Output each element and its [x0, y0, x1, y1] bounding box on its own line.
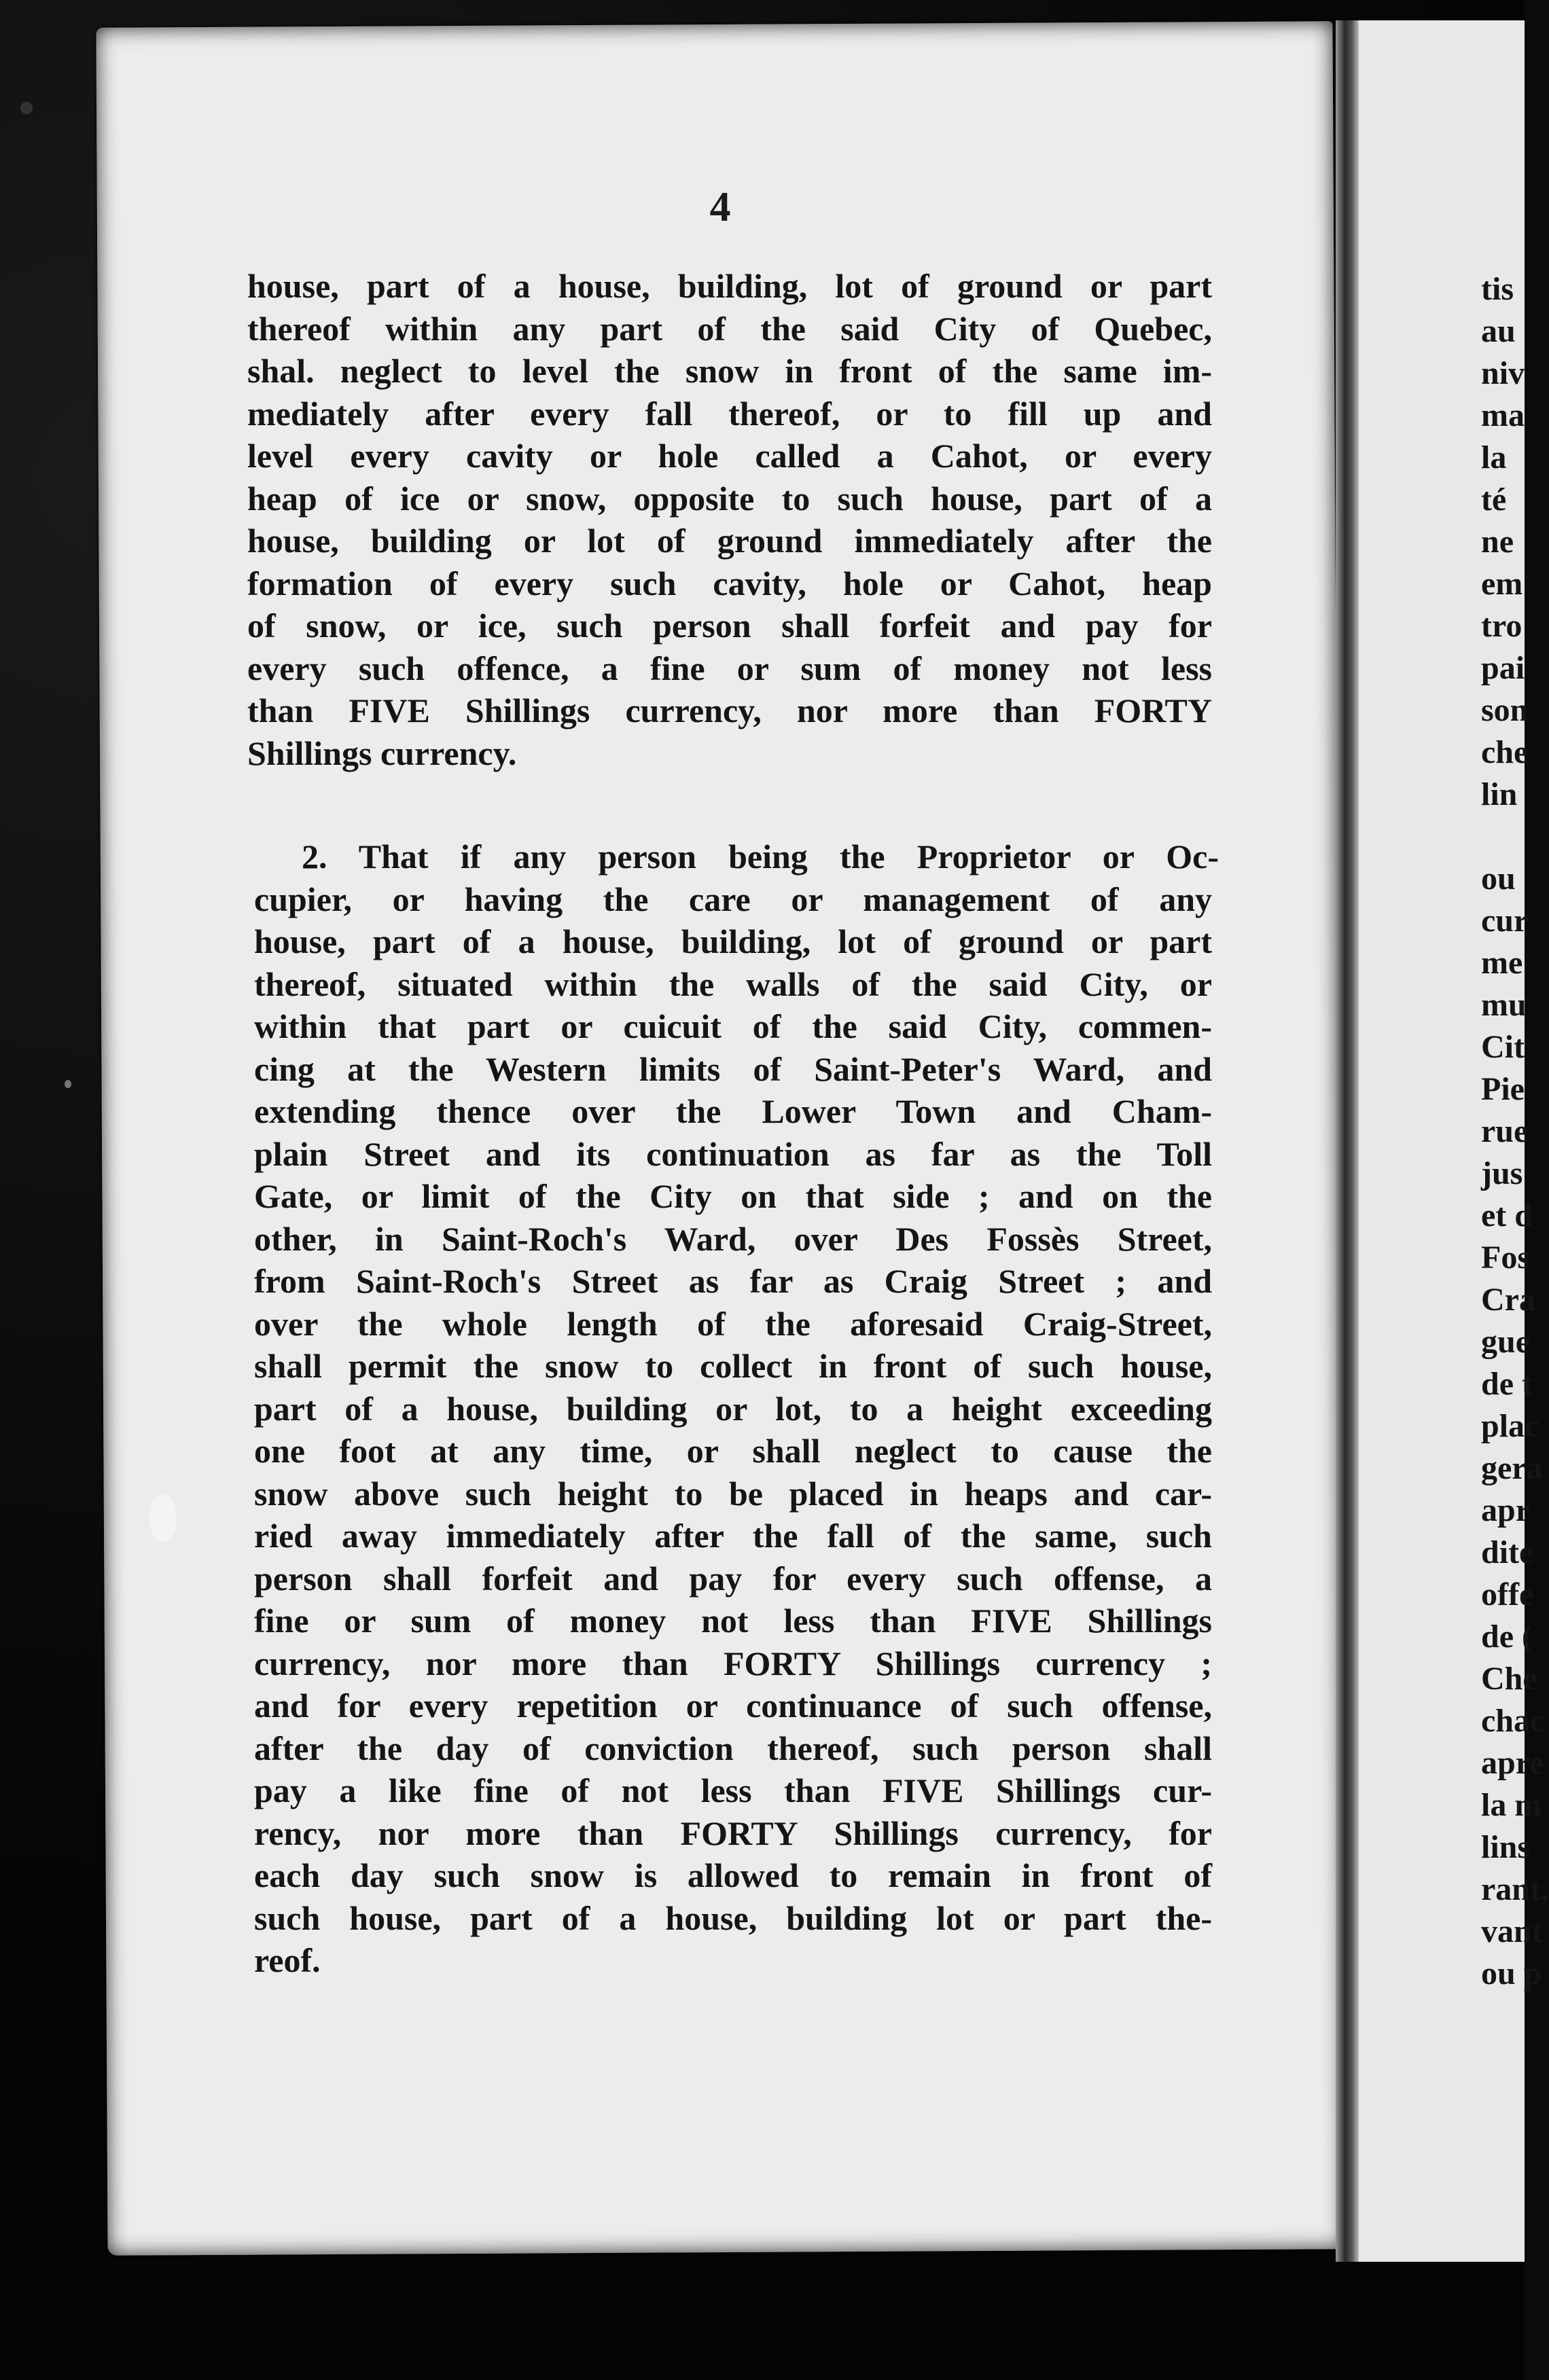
- facing-page-fragment: Cra: [1481, 1282, 1535, 1318]
- facing-page-fragment: Pie: [1481, 1071, 1525, 1107]
- facing-page-fragment: jus: [1481, 1155, 1523, 1191]
- facing-page-fragment: offe: [1481, 1576, 1534, 1612]
- facing-page-fragment: chac: [1481, 1703, 1545, 1739]
- page-number: 4: [709, 184, 731, 230]
- text-line: house, part of a house, building, lot of ground or part: [254, 922, 1212, 960]
- facing-page-fragment: rue: [1481, 1113, 1529, 1149]
- text-line: than FIVE Shillings currency, nor more than FORTY: [247, 691, 1212, 729]
- scan-speck: [65, 1080, 71, 1088]
- facing-page-fragment: ma: [1481, 397, 1525, 433]
- scan-speck: [149, 1494, 177, 1542]
- facing-page-fragment: apr: [1481, 1492, 1530, 1528]
- paragraph-2: [247, 835, 1219, 1982]
- text-line: ried away immediately after the fall of the same, such: [254, 1517, 1212, 1555]
- text-line: heap of ice or snow, opposite to such house, part of a: [247, 479, 1212, 518]
- facing-page-fragment: cur: [1481, 903, 1529, 939]
- facing-page-fragment: de t: [1481, 1366, 1533, 1402]
- facing-page-fragment: tro: [1481, 608, 1523, 644]
- facing-page-fragment: tis: [1481, 271, 1514, 307]
- facing-page-fragment: la m: [1481, 1787, 1542, 1823]
- facing-page-fragment: lin: [1481, 776, 1518, 812]
- text-line: cupier, or having the care or management of any: [254, 880, 1212, 918]
- facing-page-fragment: la: [1481, 439, 1507, 475]
- text-line: Gate, or limit of the City on that side ; and on the: [254, 1177, 1212, 1215]
- text-line: shal. neglect to level the snow in front of the same im-: [247, 352, 1212, 390]
- text-line: one foot at any time, or shall neglect to cause the: [254, 1432, 1212, 1470]
- facing-page-fragment: mu: [1481, 987, 1527, 1023]
- text-line: reof.: [254, 1941, 321, 1979]
- text-line: rency, nor more than FORTY Shillings currency, for: [254, 1814, 1212, 1852]
- facing-page-fragment: son: [1481, 692, 1529, 728]
- paragraph-1: [247, 265, 1212, 774]
- text-line: every such offence, a fine or sum of money not less: [247, 649, 1212, 687]
- text-line: formation of every such cavity, hole or Cahot, heap: [247, 564, 1212, 602]
- page-text: [247, 265, 1219, 1982]
- text-line: part of a house, building or lot, to a height exceeding: [254, 1389, 1212, 1428]
- facing-page-fragment: rant,: [1481, 1871, 1549, 1907]
- facing-page-fragment: me: [1481, 945, 1523, 981]
- book-gutter: [1336, 20, 1359, 2262]
- facing-page-fragment: gera: [1481, 1450, 1543, 1486]
- facing-page-fragment: de (: [1481, 1619, 1533, 1655]
- facing-page-fragment: [1481, 816, 1529, 858]
- facing-page-fragment: ou: [1481, 861, 1516, 897]
- text-line: plain Street and its continuation as far as the Toll: [254, 1134, 1212, 1173]
- text-line: level every cavity or hole called a Cahot, or every: [247, 437, 1212, 475]
- text-line: shall permit the snow to collect in front of such house,: [254, 1347, 1212, 1385]
- text-line: thereof, situated within the walls of the said City, or: [254, 964, 1212, 1003]
- facing-page-fragment: vant: [1481, 1913, 1543, 1949]
- facing-page-fragment: au: [1481, 313, 1516, 349]
- facing-page-fragment: niv: [1481, 355, 1525, 391]
- text-line: house, building or lot of ground immediately after the: [247, 522, 1212, 560]
- text-line: thereof within any part of the said City of Quebec,: [247, 309, 1212, 348]
- facing-page-fragment: té: [1481, 482, 1507, 518]
- text-line: house, part of a house, building, lot of ground or part: [247, 267, 1212, 305]
- text-line: other, in Saint-Roch's Ward, over Des Fossès Street,: [254, 1219, 1212, 1258]
- facing-page-fragment: Cit: [1481, 1029, 1525, 1065]
- text-line: 2. That if any person being the Proprietor or Oc-: [302, 837, 1219, 876]
- text-line: of snow, or ice, such person shall forfeit and pay for: [247, 607, 1212, 645]
- facing-page-text: [1481, 268, 1549, 1995]
- facing-page-fragment: che: [1481, 734, 1529, 770]
- facing-page-fragment: gue: [1481, 1324, 1530, 1360]
- facing-page-fragment: Fos: [1481, 1240, 1530, 1276]
- text-line: person shall forfeit and pay for every such offense, a: [254, 1559, 1212, 1598]
- paragraph-gap: [247, 774, 1212, 835]
- scan-speck: [20, 102, 33, 114]
- text-line: cing at the Western limits of Saint-Peter's Ward, and: [254, 1049, 1212, 1088]
- text-line: fine or sum of money not less than FIVE Shillings: [254, 1602, 1212, 1640]
- text-line: and for every repetition or continuance of such offense,: [254, 1687, 1212, 1725]
- text-line: within that part or cuicuit of the said City, commen-: [254, 1007, 1212, 1045]
- text-line: snow above such height to be placed in heaps and car-: [254, 1474, 1212, 1513]
- text-line: extending thence over the Lower Town and Cham-: [254, 1092, 1212, 1130]
- text-line: currency, nor more than FORTY Shillings currency ;: [254, 1644, 1212, 1682]
- text-line: each day such snow is allowed to remain in front of: [254, 1856, 1212, 1894]
- text-line: mediately after every fall thereof, or to fill up and: [247, 394, 1212, 433]
- facing-page-fragment: apre: [1481, 1745, 1544, 1781]
- facing-page-fragment: dite: [1481, 1534, 1534, 1570]
- facing-page-fragment: pai: [1481, 650, 1525, 686]
- facing-page-fragment: Che: [1481, 1661, 1537, 1697]
- facing-page-fragment: lins: [1481, 1829, 1531, 1865]
- facing-page-fragment: et d: [1481, 1197, 1533, 1233]
- facing-page-fragment: ne: [1481, 524, 1514, 560]
- text-line: after the day of conviction thereof, such person shall: [254, 1729, 1212, 1767]
- facing-page-fragment: plac: [1481, 1408, 1539, 1444]
- text-line: such house, part of a house, building lot or part the-: [254, 1898, 1212, 1937]
- facing-page-fragment: ou p: [1481, 1955, 1542, 1991]
- text-line: from Saint-Roch's Street as far as Craig Street ; and: [254, 1262, 1212, 1300]
- text-line: pay a like fine of not less than FIVE Shillings cur-: [254, 1771, 1212, 1809]
- text-line: over the whole length of the aforesaid Craig-Street,: [254, 1304, 1212, 1343]
- facing-page-fragment: em: [1481, 566, 1523, 602]
- text-line: Shillings currency.: [247, 734, 517, 772]
